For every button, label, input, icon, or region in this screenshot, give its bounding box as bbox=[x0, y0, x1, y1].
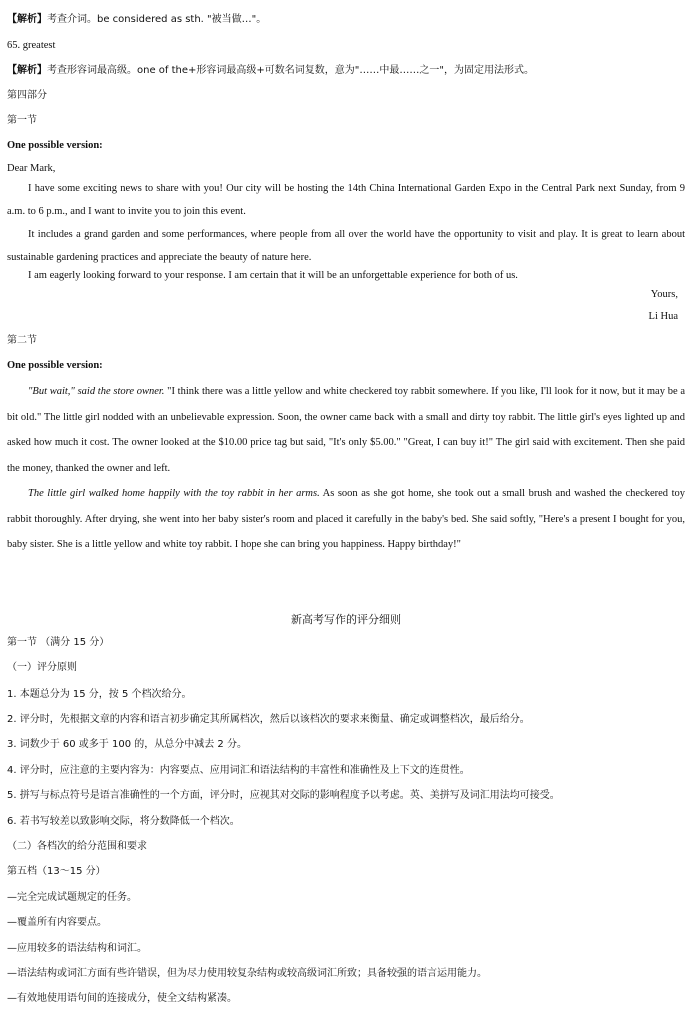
rule-item: 4. 评分时，应注意的主要内容为：内容要点、应用词汇和语法结构的丰富性和准确性及上下文的连贯性。 bbox=[7, 765, 470, 776]
section-heading: 第二节 bbox=[7, 335, 37, 346]
story-paragraph bbox=[7, 379, 685, 481]
answer-65: 65. greatest bbox=[7, 40, 56, 51]
letter-closing: Yours, bbox=[650, 289, 678, 300]
level-heading: 第五档（13～15 分） bbox=[7, 866, 106, 877]
letter-signature: Li Hua bbox=[648, 311, 678, 322]
explanation-2 bbox=[7, 64, 534, 78]
level-item: —有效地使用语句间的连接成分，使全文结构紧凑。 bbox=[7, 993, 237, 1004]
rule-item: 2. 评分时，先根据文章的内容和语言初步确定其所属档次，然后以该档次的要求来衡量、确定或调整档次，最后给分。 bbox=[7, 714, 530, 725]
explanation-text: 考查形容词最高级。one of the+形容词最高级+可数名词复数，意为"……中最……之一"，为固定用法形式。 bbox=[47, 65, 534, 76]
explanation-1 bbox=[7, 13, 266, 27]
story-paragraph bbox=[7, 481, 685, 558]
story-text: "I think there was a little yellow and white checkered toy rabbit somewhere. If you like, I'll look for it now, but it may be a bit old." The little girl nodded with an unbelievable expression. Soon, the owner came back with a small and dirty toy rabbit. The little girl's eyes lighted up and asked how much it cost. The owner looked at the $10.00 price tag but said, "It's only $5.00." "Great, I can buy it!" The girl said with excitement. Then she paid the money, thanked the owner and left. bbox=[7, 386, 685, 474]
level-item: —覆盖所有内容要点。 bbox=[7, 917, 107, 928]
section-heading: 第一节 bbox=[7, 115, 37, 126]
letter-paragraph: I am eagerly looking forward to your response. I am certain that it will be an unforgettable experience for both of us. bbox=[28, 270, 518, 281]
level-item: —应用较多的语法结构和词汇。 bbox=[7, 943, 147, 954]
rule-item: 3. 词数少于 60 或多于 100 的，从总分中减去 2 分。 bbox=[7, 739, 247, 750]
explanation-tag: 【解析】 bbox=[7, 65, 47, 76]
rubric-section: 第一节 （满分 15 分） bbox=[7, 637, 110, 648]
rule-item: 1. 本题总分为 15 分，按 5 个档次给分。 bbox=[7, 689, 192, 700]
story-opening: "But wait," said the store owner. bbox=[28, 386, 165, 397]
letter-salutation: Dear Mark, bbox=[7, 163, 56, 174]
rule-item: 5. 拼写与标点符号是语言准确性的一个方面，评分时，应视其对交际的影响程度予以考虑。英、美拼写及词汇用法均可接受。 bbox=[7, 790, 560, 801]
level-item: —完全完成试题规定的任务。 bbox=[7, 892, 137, 903]
part-heading: 第四部分 bbox=[7, 90, 47, 101]
explanation-tag: 【解析】 bbox=[7, 14, 47, 25]
principles-heading: （一）评分原则 bbox=[7, 662, 77, 673]
letter-paragraph: It includes a grand garden and some performances, where people from all over the world have the opportunity to visit and play. It is great to learn about sustainable gardening practices and appreciate the beauty of nature here. bbox=[7, 229, 685, 263]
rubric-title: 新高考写作的评分细则 bbox=[291, 613, 401, 626]
letter-paragraph: I have some exciting news to share with you! Our city will be hosting the 14th China International Garden Expo in the Central Park next Sunday, from 9 a.m. to 6 p.m., and I want to invite you to join this event. bbox=[7, 183, 685, 217]
story-text: As soon as she got home, she took out a small brush and washed the checkered toy rabbit thoroughly. After drying, she went into her baby sister's room and placed it carefully in the baby's bed. She said softly, "Here's a present I bought for you, baby sister. She is a little yellow and white toy rabbit. I hope she can bring you happiness. Happy birthday!" bbox=[7, 488, 685, 550]
level-item: —语法结构或词汇方面有些许错误，但为尽力使用较复杂结构或较高级词汇所致；具备较强的语言运用能力。 bbox=[7, 968, 487, 979]
version-label: One possible version: bbox=[7, 140, 103, 151]
levels-heading: （二）各档次的给分范围和要求 bbox=[7, 841, 147, 852]
version-label: One possible version: bbox=[7, 360, 103, 371]
explanation-text: 考查介词。be considered as sth. "被当做…"。 bbox=[47, 14, 267, 25]
rule-item: 6. 若书写较差以致影响交际，将分数降低一个档次。 bbox=[7, 816, 240, 827]
story-opening: The little girl walked home happily with the toy rabbit in her arms. bbox=[28, 488, 320, 499]
